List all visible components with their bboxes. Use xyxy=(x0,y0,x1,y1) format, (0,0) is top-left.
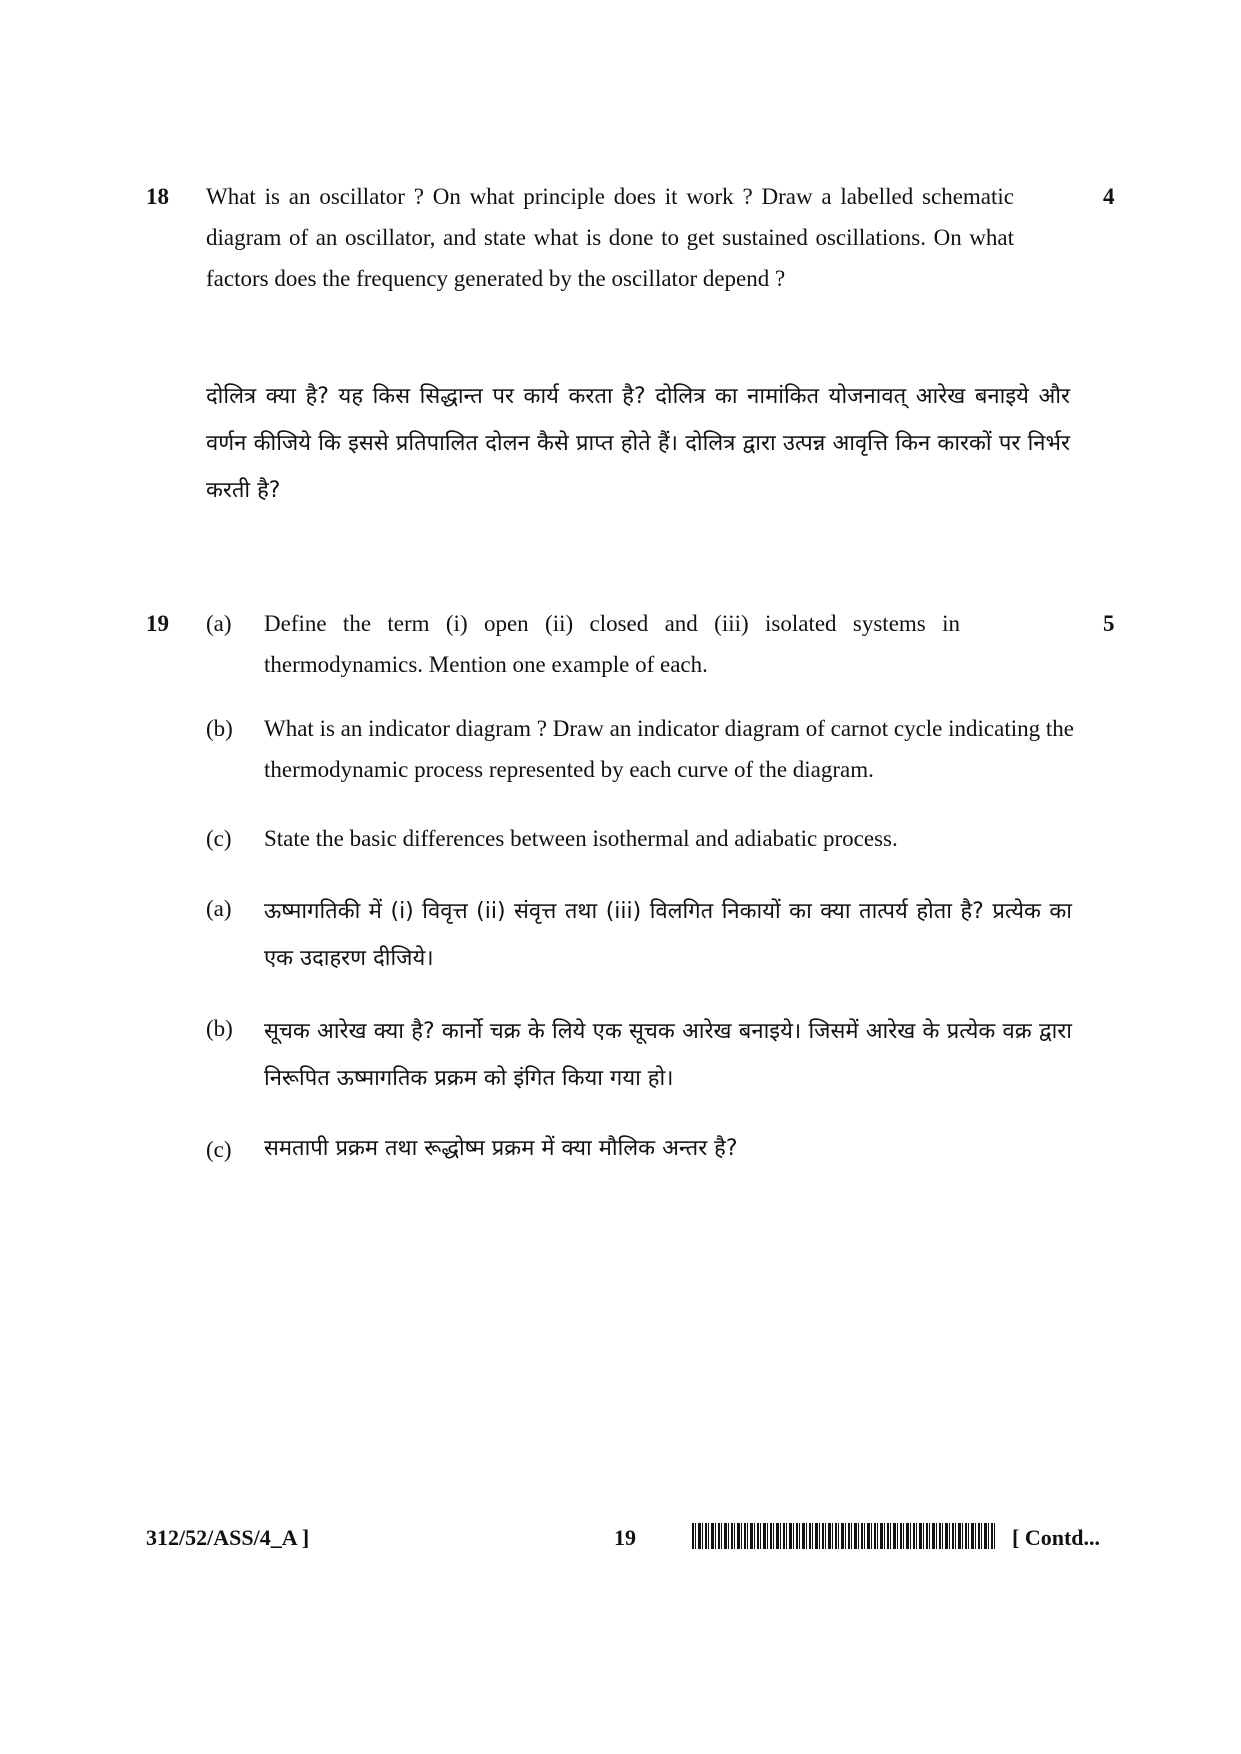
question-19-hindi-a-text: ऊष्मागतिकी में (i) विवृत्त (ii) संवृत्त तथा (iii) विलगित निकायों का क्या तात्पर्य होता है? प्रत्येक का एक उदाहरण दीजिये। xyxy=(264,899,1072,971)
question-18-number: 18 xyxy=(146,184,169,209)
question-19-english-c-text: State the basic differences between isothermal and adiabatic process. xyxy=(264,826,898,851)
question-19-english-b-label: (b) xyxy=(206,716,233,741)
question-19-hindi-b-text: सूचक आरेख क्या है? कार्नो चक्र के लिये एक सूचक आरेख बनाइये। जिसमें आरेख के प्रत्येक वक्र द्वारा निरूपित ऊष्मागतिक प्रक्रम को इंगित किया गया हो। xyxy=(264,1019,1072,1091)
question-19-english-c-label: (c) xyxy=(206,826,232,851)
question-19-hindi-c-text: समतापी प्रक्रम तथा रूद्धोष्म प्रक्रम में क्या मौलिक अन्तर है? xyxy=(264,1136,738,1161)
question-19-marks: 5 xyxy=(1103,611,1115,636)
question-18-english-text: What is an oscillator ? On what principle does it work ? Draw a labelled schematic diagram of an oscillator, and state what is done to get sustained oscillations. On what factors does the frequency generated by the oscillator depend ? xyxy=(206,184,1014,291)
question-19-hindi-c-label: (c) xyxy=(206,1137,232,1162)
question-19-hindi-a-label: (a) xyxy=(206,896,232,921)
footer-page-number: 19 xyxy=(614,1525,636,1550)
barcode-icon xyxy=(692,1523,995,1549)
question-18-hindi-text: दोलित्र क्या है? यह किस सिद्धान्त पर कार्य करता है? दोलित्र का नामांकित योजनावत् आरेख बनाइये और वर्णन कीजिये कि इससे प्रतिपालित दोलन कैसे प्राप्त होते हैं। दोलित्र द्वारा उत्पन्न आवृत्ति किन कारकों पर निर्भर करती है? xyxy=(206,384,1070,503)
question-19-hindi-b-label: (b) xyxy=(206,1016,233,1041)
question-19-english-a-text: Define the term (i) open (ii) closed and (iii) isolated systems in thermodynamics. Mention one example of each. xyxy=(264,611,960,677)
question-19-number: 19 xyxy=(146,611,169,636)
footer-contd: [ Contd... xyxy=(1012,1525,1101,1550)
question-19-english-b-text: What is an indicator diagram ? Draw an indicator diagram of carnot cycle indicating the thermodynamic process represented by each curve of the diagram. xyxy=(264,716,1074,782)
question-19-english-a-label: (a) xyxy=(206,611,232,636)
question-18-marks: 4 xyxy=(1103,184,1115,209)
footer-paper-code: 312/52/ASS/4_A ] xyxy=(146,1525,310,1550)
